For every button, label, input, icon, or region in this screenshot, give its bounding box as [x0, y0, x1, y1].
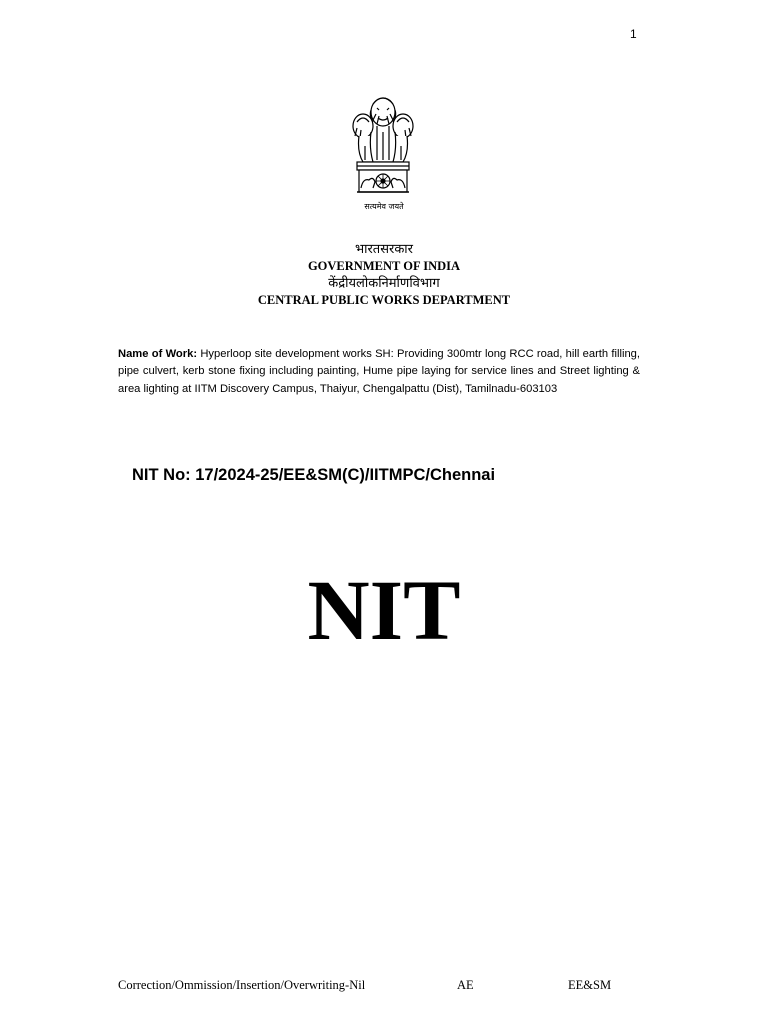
nit-title: NIT — [307, 562, 461, 658]
department-heading: CENTRAL PUBLIC WORKS DEPARTMENT — [257, 293, 511, 307]
hindi-department-heading: केंद्रीयलोकनिर्माणविभाग — [328, 276, 440, 291]
name-of-work-description: Hyperloop site development works SH: Providing 300mtr long RCC road, hill earth filling, pipe culvert, kerb stone fixing including painting, Hume pipe laying for service lines and Street lighting & area lighting at IITM Discovery Campus, Thaiyur, Chengalpattu (Dist), Tamilnadu-603103 — [118, 348, 640, 395]
footer-eesm-signature: EE&SM — [568, 978, 612, 992]
name-of-work-paragraph — [118, 346, 640, 398]
page-number: 1 — [630, 27, 637, 41]
government-heading: GOVERNMENT OF INDIA — [307, 259, 461, 273]
document-header — [184, 241, 584, 309]
nit-number: NIT No: 17/2024-25/EE&SM(C)/IITMPC/Chennai — [132, 466, 496, 484]
ashoka-lion-capital-icon — [343, 92, 423, 212]
name-of-work-label: Name of Work: — [118, 348, 198, 360]
emblem-motto: सत्यमेव जयते — [364, 202, 404, 211]
footer-correction-note: Correction/Ommission/Insertion/Overwriting-Nil — [118, 978, 366, 992]
footer-ae-signature: AE — [457, 978, 474, 992]
hindi-government-heading: भारतसरकार — [354, 242, 413, 257]
